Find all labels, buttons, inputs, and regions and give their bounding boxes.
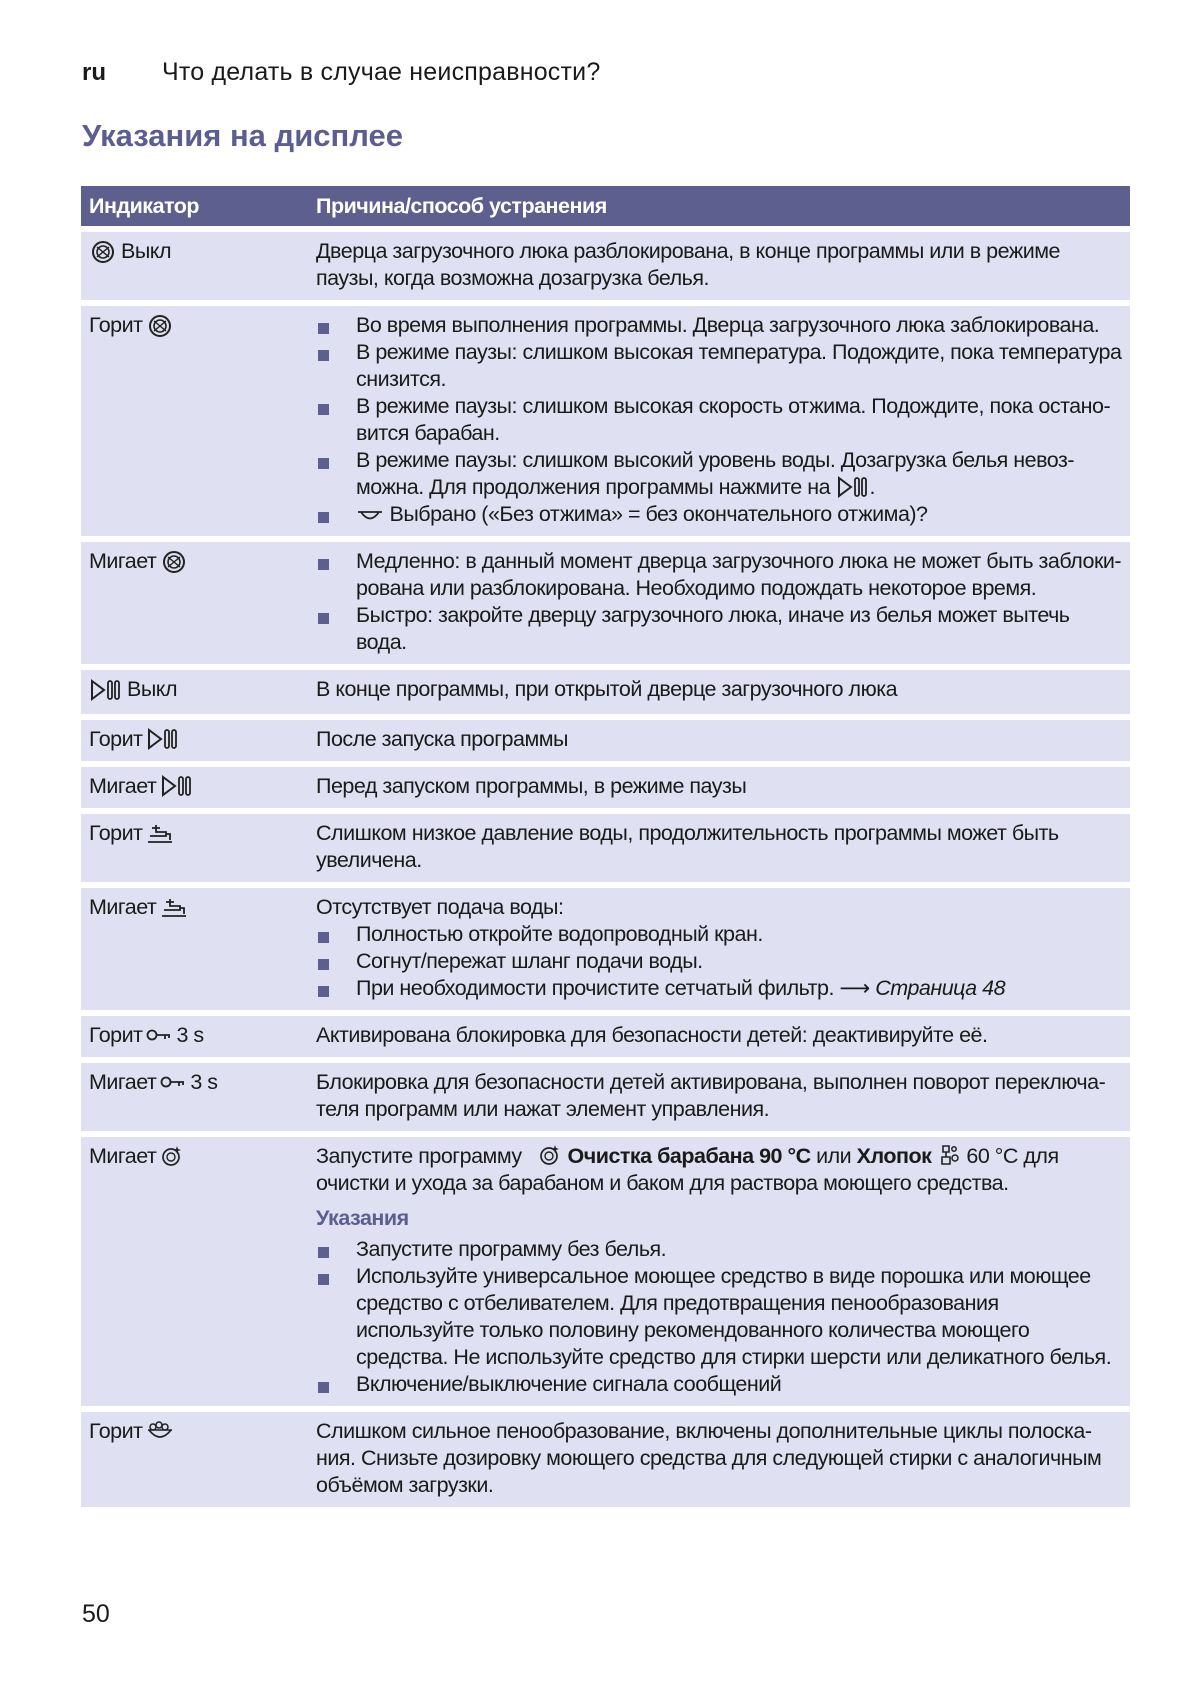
cotton-program-icon: [937, 1143, 961, 1167]
child-lock-key-icon: [160, 1074, 186, 1090]
list-item: Выбрано («Без отжима» = без окончательного отжима)?: [316, 501, 1122, 528]
list-item: В режиме паузы: слишком высокая скорость отжима. Подождите, пока остановится барабан.: [316, 393, 1122, 447]
list-item: Запустите программу без белья.: [316, 1236, 1122, 1263]
page-number: 50: [82, 1600, 110, 1628]
table-row: [81, 1137, 1130, 1406]
bullet-list: [316, 312, 1122, 528]
indicator-label: Мигает: [89, 549, 157, 573]
table-row: [81, 306, 1130, 536]
start-pause-icon: [89, 679, 123, 701]
cause-text: Перед запуском программы, в режиме паузы: [316, 773, 747, 798]
indicator-label: Горит: [89, 1418, 143, 1443]
bullet-list: [316, 548, 1122, 656]
indicator-label: Выкл: [127, 677, 177, 701]
bullet-list: [316, 1236, 1122, 1398]
list-item: Согнут/пережат шланг подачи воды.: [316, 948, 1122, 975]
table-row: [81, 670, 1130, 714]
start-pause-icon: [836, 476, 870, 498]
indicator-label: Горит: [89, 1022, 143, 1047]
header-indicator: Индикатор: [89, 193, 200, 218]
table-header: [81, 186, 1130, 226]
program-drum-clean: Очистка барабана 90 °C: [567, 1143, 811, 1168]
table-row: [81, 1016, 1130, 1057]
water-tap-icon: [160, 896, 188, 918]
section-title: Указания на дисплее: [82, 118, 404, 153]
door-lock-icon: [160, 550, 188, 574]
display-indications-table: [81, 186, 1130, 1507]
no-spin-icon: [356, 507, 384, 525]
foam-icon: [146, 1420, 174, 1442]
header-cause: Причина/способ устранения: [316, 193, 607, 218]
list-item: Медленно: в данный момент дверца загрузочного люка не может быть заблокирована или разблокирована. Необходимо подождать некоторое время.: [316, 548, 1122, 602]
cause-text: В конце программы, при открытой дверце загрузочного люка: [316, 677, 898, 701]
start-pause-icon: [160, 775, 194, 797]
table-row: [81, 232, 1130, 300]
list-item: В режиме паузы: слишком высокая температура. Подождите, пока температура снизится.: [316, 339, 1122, 393]
start-pause-icon: [146, 728, 180, 750]
indicator-label: Мигает: [89, 894, 157, 919]
list-item: Полностью откройте водопроводный кран.: [316, 921, 1122, 948]
list-item: В режиме паузы: слишком высокий уровень воды. Дозагрузка белья невозможна. Для продолжения программы нажмите на .: [316, 447, 1122, 501]
page-reference: Страница 48: [875, 975, 1006, 1000]
cause-text: Активирована блокировка для безопасности детей: деактивируйте её.: [316, 1022, 988, 1047]
list-item: При необходимости прочистите сетчатый фильтр. ⟶ Страница 48: [316, 975, 1122, 1002]
table-row: [81, 542, 1130, 664]
list-item: Во время выполнения программы. Дверца загрузочного люка заблокирована.: [316, 312, 1122, 339]
door-lock-icon: [89, 240, 117, 264]
notes-heading: Указания: [316, 1205, 409, 1230]
indicator-label: Мигает: [89, 1069, 157, 1094]
indicator-label: Горит: [89, 313, 143, 337]
program-cotton: Хлопок: [856, 1143, 932, 1168]
drum-clean-icon: [538, 1143, 562, 1167]
water-tap-icon: [146, 822, 174, 844]
indicator-label: Горит: [89, 820, 143, 845]
cause-text: Слишком низкое давление воды, продолжительность программы может быть увеличена.: [316, 820, 1059, 872]
indicator-label: Горит: [89, 726, 143, 751]
indicator-label: Выкл: [121, 239, 171, 263]
cause-text: После запуска программы: [316, 726, 568, 751]
list-item: Быстро: закройте дверцу загрузочного люка, иначе из белья может вытечь вода.: [316, 602, 1122, 656]
table-row: [81, 888, 1130, 1010]
indicator-label: Мигает: [89, 1143, 157, 1168]
cause-text: Блокировка для безопасности детей активирована, выполнен поворот переключателя программ или нажат элемент управления.: [316, 1069, 1106, 1121]
drum-clean-icon: [160, 1144, 184, 1168]
table-row: [81, 767, 1130, 808]
chapter-title: Что делать в случае неисправности?: [162, 58, 601, 86]
table-row: [81, 1412, 1130, 1507]
list-item: Используйте универсальное моющее средство в виде порошка или моющее средство с отбеливателем. Для предотвращения пенообразования используйте только половину рекомендованного количества моющего средства. Не используйте средство для стирки шерсти или деликатного белья.: [316, 1263, 1122, 1371]
hold-duration: 3 s: [190, 1069, 218, 1094]
child-lock-key-icon: [146, 1027, 172, 1043]
indicator-label: Мигает: [89, 773, 157, 798]
language-code: ru: [82, 59, 106, 86]
arrow-right-icon: ⟶: [839, 975, 870, 1000]
table-row: [81, 814, 1130, 882]
cause-intro: Отсутствует подача воды:: [316, 894, 564, 919]
running-head: [82, 58, 600, 87]
table-row: [81, 1063, 1130, 1131]
hold-duration: 3 s: [176, 1022, 204, 1047]
bullet-list: [316, 921, 1122, 1002]
cause-text: Слишком сильное пенообразование, включены дополнительные циклы полоскания. Снизьте дозировку моющего средства для следующей стирки с аналогичным объёмом загрузки.: [316, 1418, 1102, 1497]
cause-text: Дверца загрузочного люка разблокирована, в конце программы или в режиме паузы, когда возможна дозагрузка белья.: [316, 239, 1060, 290]
list-item: Включение/выключение сигнала сообщений: [316, 1371, 1122, 1398]
table-row: [81, 720, 1130, 761]
door-lock-icon: [146, 314, 174, 338]
cause-text: Запустите программу Очистка барабана 90 °C или Хлопок 60 °C для очистки и ухода за барабаном и баком для раствора моющего средства.: [316, 1143, 1059, 1195]
